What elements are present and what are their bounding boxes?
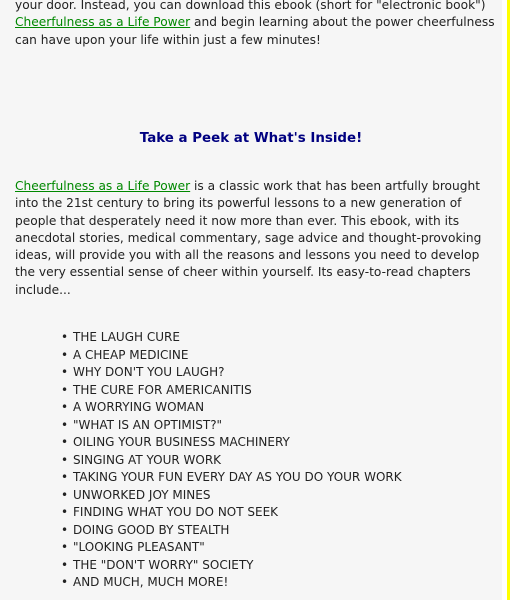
chapter-item [61,522,402,540]
chapter-title: A WORRYING WOMAN [73,400,205,414]
chapter-title: A CHEAP MEDICINE [73,347,189,362]
bullet-icon: • [61,347,69,362]
bullet-icon: • [61,452,69,467]
ebook-title-link-2[interactable]: Cheerfulness as a Life Power [15,179,191,193]
chapter-title: AND MUCH, MUCH MORE! [73,575,229,589]
bullet-icon: • [61,435,69,449]
chapter-item [61,469,402,487]
chapter-title: OILING YOUR BUSINESS MACHINERY [73,435,290,449]
chapter-item [61,382,402,400]
intro-text-after: and begin learning about the power cheerfulness can have upon your life within just a few minutes! [15,15,495,47]
bullet-icon: • [61,417,69,432]
chapter-item [61,557,402,575]
ebook-title-link[interactable]: Cheerfulness as a Life Power [15,15,191,30]
chapter-item [61,487,402,505]
chapter-item [61,329,402,347]
chapter-item [61,539,402,557]
bullet-icon: • [61,557,69,572]
chapter-item [61,434,402,452]
chapter-title: "LOOKING PLEASANT" [73,540,205,554]
description-paragraph [15,178,497,299]
chapter-title: UNWORKED JOY MINES [73,487,211,502]
chapter-title: DOING GOOD BY STEALTH [73,522,230,537]
chapter-title: THE LAUGH CURE [73,330,180,344]
chapter-item [61,452,402,470]
intro-paragraph [15,0,497,49]
bullet-icon: • [61,487,69,502]
chapter-title: SINGING AT YOUR WORK [73,452,222,467]
chapter-item [61,417,402,435]
bullet-icon: • [61,400,69,414]
chapter-list [61,329,402,592]
chapter-title: "WHAT IS AN OPTIMIST?" [73,417,223,432]
bullet-icon: • [61,540,69,554]
chapter-item [61,399,402,417]
chapter-title: TAKING YOUR FUN EVERY DAY AS YOU DO YOUR WORK [73,470,402,484]
chapter-item [61,347,402,365]
chapter-item [61,574,402,592]
bullet-icon: • [61,382,69,397]
description-text: is a classic work that has been artfully brought into the 21st century to bring its powerful lessons to a new generation of people that desperately need it now more than ever. This ebook, with its anecdotal stories, medical commentary, sage advice and thought-provoking ideas, will provide you with all the reasons and lessons you need to develop the very essential sense of cheer within yourself. Its easy-to-read chapters include... [15,179,482,297]
intro-text-before: your door. Instead, you can download this ebook (short for "electronic book") [15,0,486,12]
bullet-icon: • [61,470,69,484]
section-heading: Take a Peek at What's Inside! [139,131,363,146]
chapter-item [61,504,402,522]
bullet-icon: • [61,522,69,537]
bullet-icon: • [61,365,69,379]
chapter-title: THE CURE FOR AMERICANITIS [73,382,252,397]
chapter-title: WHY DON'T YOU LAUGH? [73,365,225,379]
bullet-icon: • [61,575,69,589]
chapter-title: FINDING WHAT YOU DO NOT SEEK [73,505,279,519]
bullet-icon: • [61,330,69,344]
chapter-item [61,364,402,382]
chapter-title: THE "DON'T WORRY" SOCIETY [73,557,254,572]
bullet-icon: • [61,505,69,519]
